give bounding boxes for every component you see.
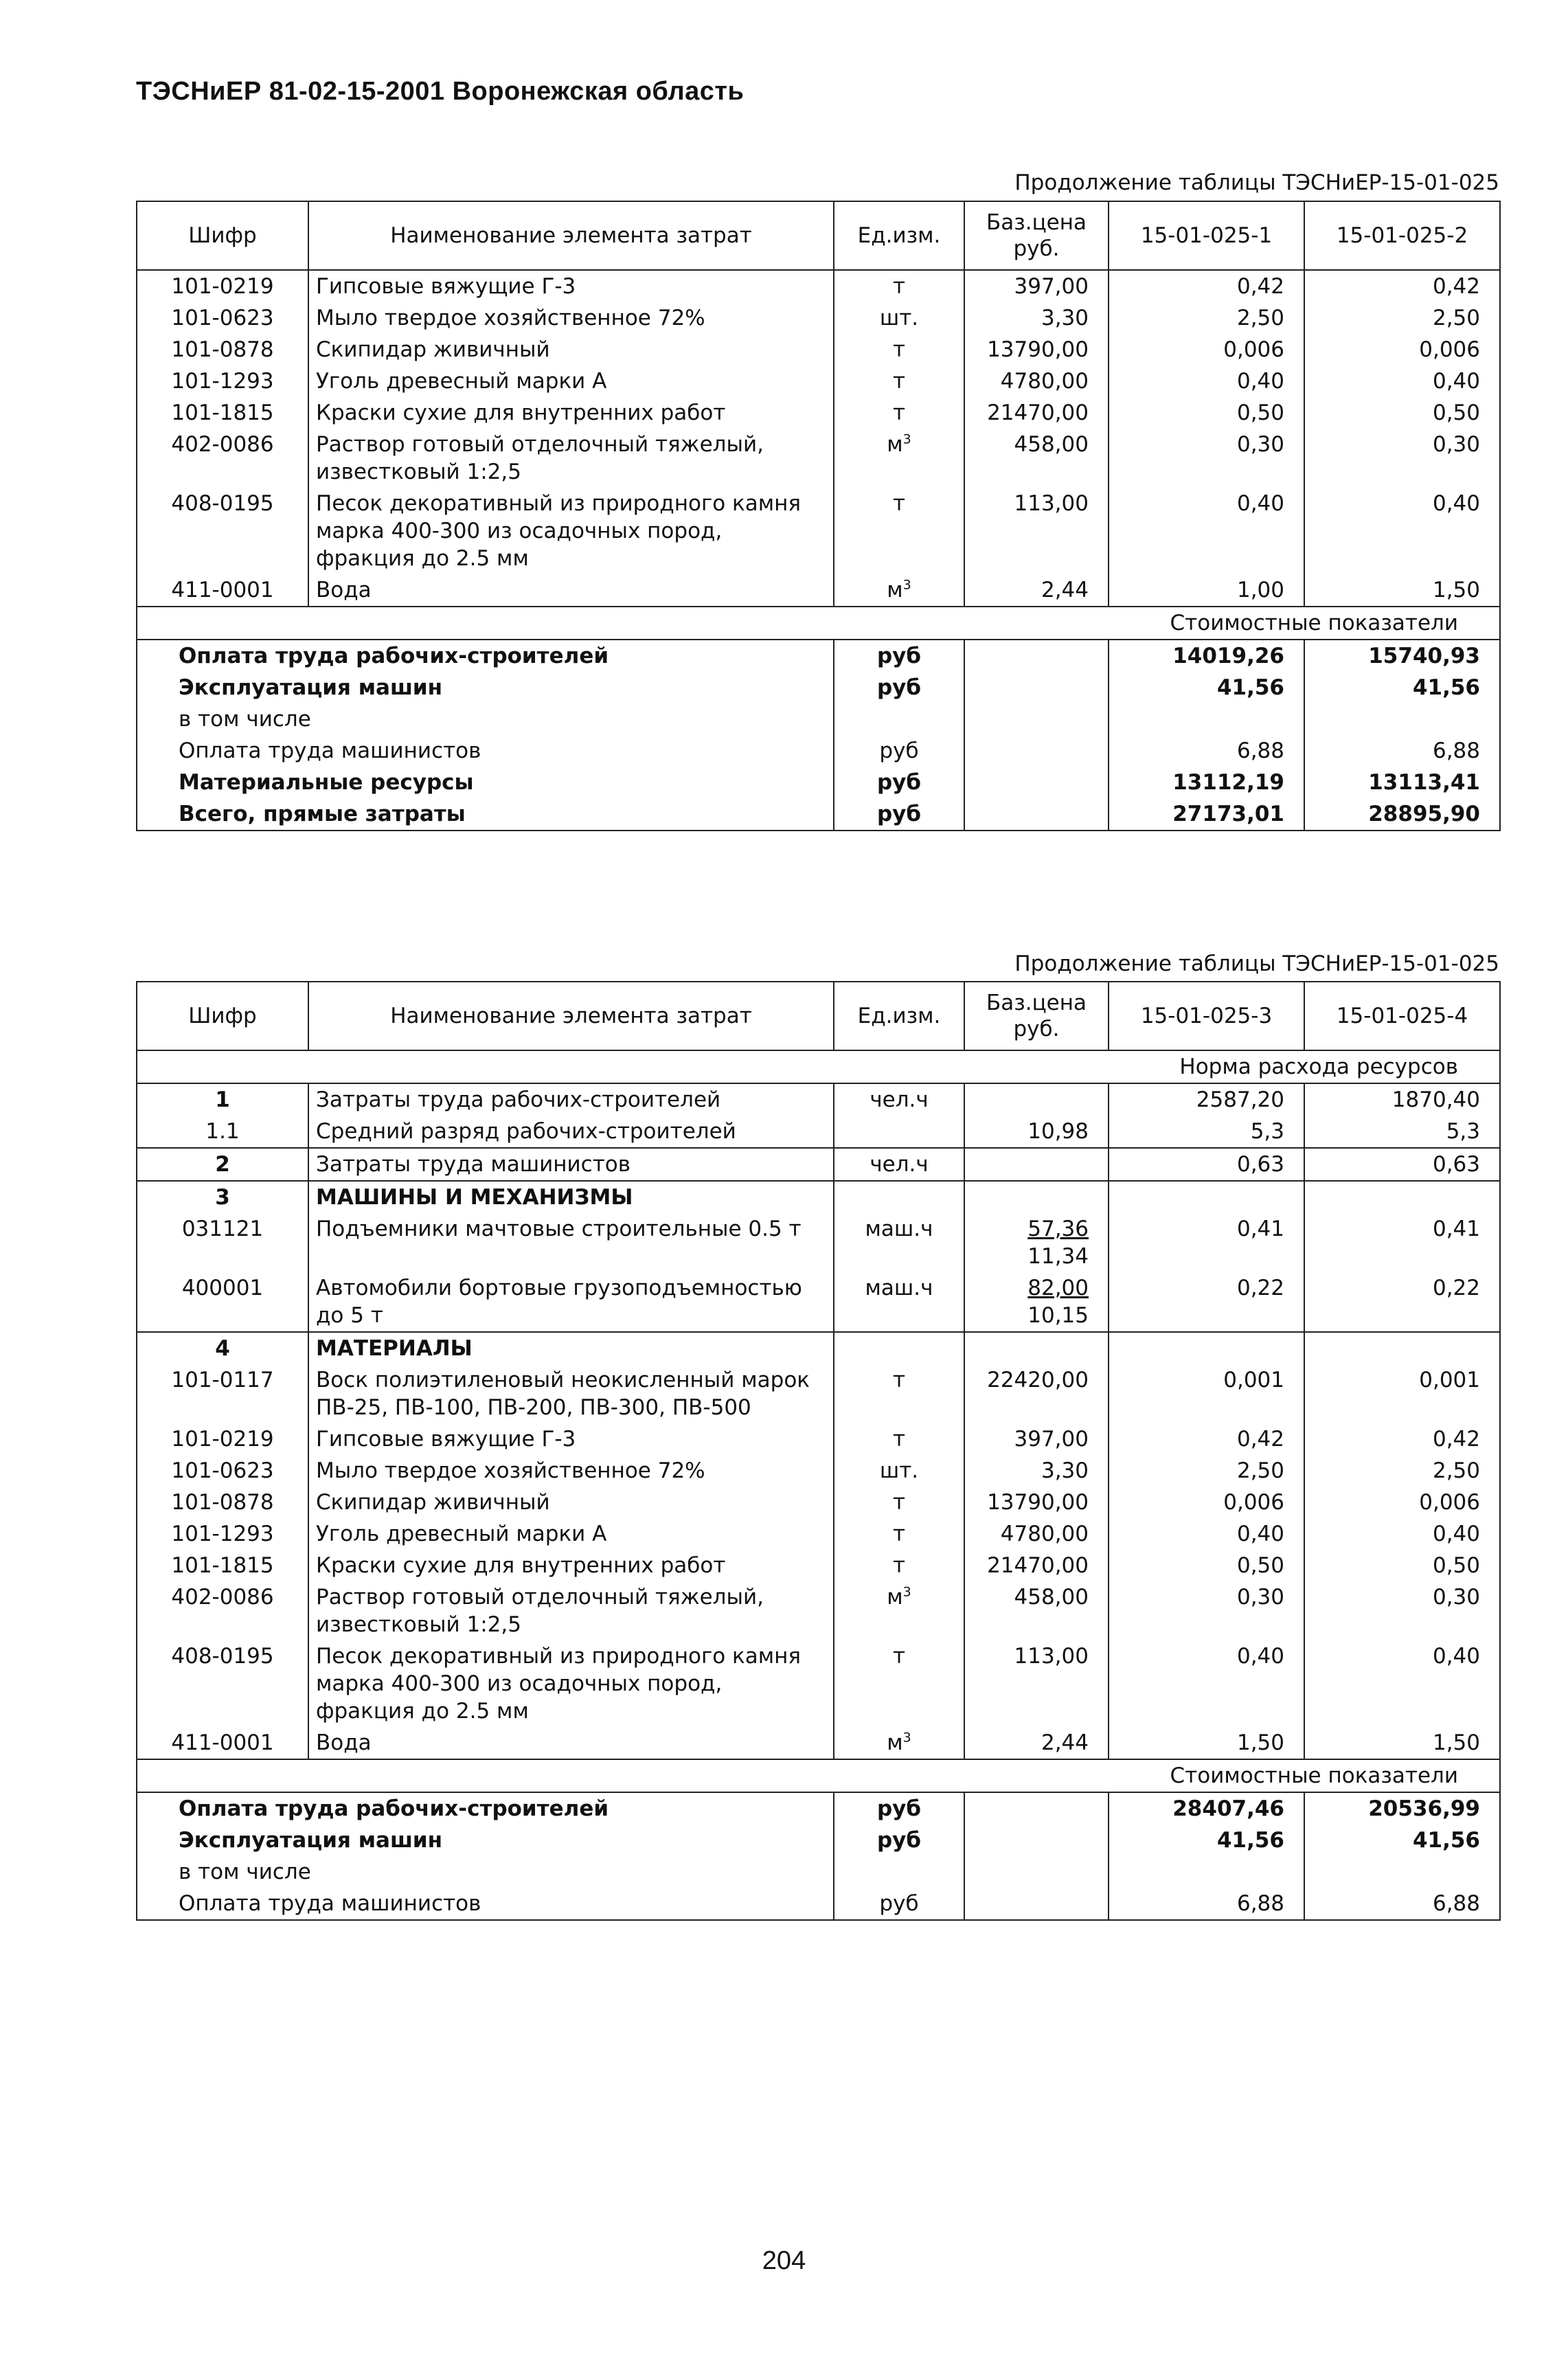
row-price: 113,00 xyxy=(964,488,1109,574)
row-code: 402-0086 xyxy=(137,429,308,488)
row-value-a: 0,50 xyxy=(1109,1550,1304,1581)
row-value-a: 5,3 xyxy=(1109,1116,1304,1148)
row-unit: маш.ч xyxy=(834,1272,964,1332)
unit-superscript: 3 xyxy=(902,577,911,593)
row-price: 458,00 xyxy=(964,429,1109,488)
row-value-a: 0,006 xyxy=(1109,334,1304,365)
table-row xyxy=(137,1364,1500,1423)
col-header-name: Наименование элемента затрат xyxy=(308,201,834,270)
row-value-b: 1,50 xyxy=(1304,1727,1500,1759)
row-value-a xyxy=(1109,1181,1304,1213)
document-title: ТЭСНиЕР 81-02-15-2001 Воронежская область xyxy=(136,77,745,106)
row-value-b: 0,63 xyxy=(1304,1148,1500,1181)
row-value-b: 2,50 xyxy=(1304,302,1500,334)
table2-body xyxy=(137,1050,1500,1920)
table-row xyxy=(137,574,1500,607)
row-value-a: 0,006 xyxy=(1109,1487,1304,1518)
row-name: Уголь древесный марки А xyxy=(308,1518,834,1550)
row-value-a: 0,40 xyxy=(1109,365,1304,397)
cost-row xyxy=(137,1856,1500,1888)
cost-row xyxy=(137,1792,1500,1825)
cost-label: Оплата труда рабочих-строителей xyxy=(137,1792,834,1825)
row-value-a: 0,30 xyxy=(1109,1581,1304,1640)
table-row xyxy=(137,1213,1500,1272)
row-code: 1 xyxy=(137,1083,308,1116)
table-row xyxy=(137,1518,1500,1550)
price-primary: 82,00 xyxy=(1027,1276,1089,1300)
resource-table-1 xyxy=(136,201,1501,831)
cost-value-b: 41,56 xyxy=(1304,672,1500,703)
col-header-code: Шифр xyxy=(137,201,308,270)
row-unit: чел.ч xyxy=(834,1083,964,1116)
row-value-b: 0,41 xyxy=(1304,1213,1500,1272)
cost-price-empty xyxy=(964,735,1109,767)
row-code: 2 xyxy=(137,1148,308,1181)
row-name: Гипсовые вяжущие Г-3 xyxy=(308,1423,834,1455)
row-name: Краски сухие для внутренних работ xyxy=(308,397,834,429)
row-name: Автомобили бортовые грузоподъемностью до 5 т xyxy=(308,1272,834,1332)
row-value-b: 1,50 xyxy=(1304,574,1500,607)
row-name: Песок декоративный из природного камня марка 400-300 из осадочных пород, фракция до 2.5 мм xyxy=(308,1640,834,1727)
col-header-b: 15-01-025-4 xyxy=(1304,982,1500,1050)
cost-value-a: 41,56 xyxy=(1109,1825,1304,1856)
cost-value-b: 41,56 xyxy=(1304,1825,1500,1856)
row-code: 101-0623 xyxy=(137,1455,308,1487)
cost-price-empty xyxy=(964,640,1109,672)
price-secondary: 11,34 xyxy=(1027,1244,1089,1269)
cost-unit: руб xyxy=(834,1792,964,1825)
unit-text: м xyxy=(887,578,903,602)
row-price xyxy=(964,1083,1109,1116)
row-value-b: 0,40 xyxy=(1304,1518,1500,1550)
row-value-a: 0,30 xyxy=(1109,429,1304,488)
row-code: 411-0001 xyxy=(137,574,308,607)
section-label: Стоимостные показатели xyxy=(137,1759,1500,1792)
table-header-row xyxy=(137,201,1500,270)
row-value-a: 0,001 xyxy=(1109,1364,1304,1423)
row-value-a: 1,50 xyxy=(1109,1727,1304,1759)
table1-caption: Продолжение таблицы ТЭСНиЕР-15-01-025 xyxy=(1014,170,1499,195)
row-value-a: 2587,20 xyxy=(1109,1083,1304,1116)
row-value-b: 0,40 xyxy=(1304,1640,1500,1727)
row-name: Гипсовые вяжущие Г-3 xyxy=(308,270,834,302)
cost-unit: руб xyxy=(834,672,964,703)
row-unit: т xyxy=(834,1518,964,1550)
row-price xyxy=(964,1332,1109,1364)
row-value-b: 0,001 xyxy=(1304,1364,1500,1423)
row-value-b: 0,30 xyxy=(1304,429,1500,488)
col-header-unit: Ед.изм. xyxy=(834,201,964,270)
price-secondary: 10,15 xyxy=(1027,1303,1089,1328)
row-code: 101-0219 xyxy=(137,270,308,302)
row-code: 4 xyxy=(137,1332,308,1364)
row-price xyxy=(964,1213,1109,1272)
row-value-b: 0,50 xyxy=(1304,397,1500,429)
cost-value-a: 27173,01 xyxy=(1109,798,1304,831)
row-name: Раствор готовый отделочный тяжелый, известковый 1:2,5 xyxy=(308,1581,834,1640)
row-name: МАШИНЫ И МЕХАНИЗМЫ xyxy=(308,1181,834,1213)
cost-label: в том числе xyxy=(137,703,834,735)
row-unit xyxy=(834,429,964,488)
row-unit: т xyxy=(834,1640,964,1727)
row-name: Средний разряд рабочих-строителей xyxy=(308,1116,834,1148)
row-price: 4780,00 xyxy=(964,1518,1109,1550)
row-unit: чел.ч xyxy=(834,1148,964,1181)
unit-text: м xyxy=(887,432,903,457)
table-row xyxy=(137,1727,1500,1759)
row-unit: т xyxy=(834,1487,964,1518)
table-row xyxy=(137,1116,1500,1148)
cost-price-empty xyxy=(964,1888,1109,1920)
cost-value-a: 6,88 xyxy=(1109,1888,1304,1920)
row-unit: т xyxy=(834,334,964,365)
cost-label: Оплата труда машинистов xyxy=(137,735,834,767)
col-header-b: 15-01-025-2 xyxy=(1304,201,1500,270)
unit-text: м xyxy=(887,1585,903,1610)
cost-value-b: 15740,93 xyxy=(1304,640,1500,672)
row-name: Подъемники мачтовые строительные 0.5 т xyxy=(308,1213,834,1272)
row-code: 101-0117 xyxy=(137,1364,308,1423)
row-name: Воск полиэтиленовый неокисленный марок ПВ-25, ПВ-100, ПВ-200, ПВ-300, ПВ-500 xyxy=(308,1364,834,1423)
table-row xyxy=(137,1181,1500,1213)
row-name: Скипидар живичный xyxy=(308,334,834,365)
table-row xyxy=(137,1640,1500,1727)
row-price: 13790,00 xyxy=(964,334,1109,365)
section-row xyxy=(137,1050,1500,1083)
resource-table-2 xyxy=(136,981,1501,1921)
row-name: Раствор готовый отделочный тяжелый, известковый 1:2,5 xyxy=(308,429,834,488)
unit-superscript: 3 xyxy=(902,1730,911,1746)
row-price xyxy=(964,1181,1109,1213)
row-value-b: 0,50 xyxy=(1304,1550,1500,1581)
row-code: 408-0195 xyxy=(137,1640,308,1727)
cost-label: Эксплуатация машин xyxy=(137,672,834,703)
row-code: 101-1293 xyxy=(137,1518,308,1550)
col-header-price: Баз.цена руб. xyxy=(964,982,1109,1050)
row-unit xyxy=(834,1727,964,1759)
row-value-b: 0,42 xyxy=(1304,270,1500,302)
row-unit: т xyxy=(834,1423,964,1455)
row-value-a: 0,40 xyxy=(1109,1640,1304,1727)
row-value-a: 2,50 xyxy=(1109,302,1304,334)
cost-row xyxy=(137,672,1500,703)
table-row xyxy=(137,365,1500,397)
table-row xyxy=(137,1332,1500,1364)
cost-row xyxy=(137,1888,1500,1920)
row-value-b: 0,42 xyxy=(1304,1423,1500,1455)
row-code: 101-0219 xyxy=(137,1423,308,1455)
row-price: 397,00 xyxy=(964,1423,1109,1455)
row-unit xyxy=(834,1332,964,1364)
row-unit: т xyxy=(834,397,964,429)
row-code: 101-1293 xyxy=(137,365,308,397)
row-code: 031121 xyxy=(137,1213,308,1272)
cost-value-b: 13113,41 xyxy=(1304,767,1500,798)
row-value-a: 0,42 xyxy=(1109,1423,1304,1455)
row-value-b: 2,50 xyxy=(1304,1455,1500,1487)
cost-price-empty xyxy=(964,767,1109,798)
row-value-a: 0,40 xyxy=(1109,488,1304,574)
cost-row xyxy=(137,640,1500,672)
row-value-a: 0,63 xyxy=(1109,1148,1304,1181)
cost-unit: руб xyxy=(834,640,964,672)
row-value-a: 0,22 xyxy=(1109,1272,1304,1332)
row-value-a: 2,50 xyxy=(1109,1455,1304,1487)
row-name: Вода xyxy=(308,1727,834,1759)
row-code: 101-0623 xyxy=(137,302,308,334)
row-code: 101-0878 xyxy=(137,1487,308,1518)
row-price: 13790,00 xyxy=(964,1487,1109,1518)
row-price: 397,00 xyxy=(964,270,1109,302)
row-unit xyxy=(834,1181,964,1213)
row-price: 4780,00 xyxy=(964,365,1109,397)
row-value-b: 0,006 xyxy=(1304,334,1500,365)
row-unit: т xyxy=(834,365,964,397)
row-name: Мыло твердое хозяйственное 72% xyxy=(308,302,834,334)
table-row xyxy=(137,1581,1500,1640)
section-row xyxy=(137,1759,1500,1792)
table-row xyxy=(137,1148,1500,1181)
row-value-b: 0,30 xyxy=(1304,1581,1500,1640)
row-price xyxy=(964,1272,1109,1332)
row-unit: т xyxy=(834,1550,964,1581)
row-name: МАТЕРИАЛЫ xyxy=(308,1332,834,1364)
cost-label: Оплата труда рабочих-строителей xyxy=(137,640,834,672)
row-name: Песок декоративный из природного камня марка 400-300 из осадочных пород, фракция до 2.5 мм xyxy=(308,488,834,574)
cost-label: в том числе xyxy=(137,1856,834,1888)
cost-unit xyxy=(834,1856,964,1888)
table-row xyxy=(137,429,1500,488)
row-unit xyxy=(834,1116,964,1148)
cost-value-b: 6,88 xyxy=(1304,1888,1500,1920)
row-code: 101-1815 xyxy=(137,397,308,429)
row-value-a: 0,41 xyxy=(1109,1213,1304,1272)
cost-unit: руб xyxy=(834,798,964,831)
table-row xyxy=(137,1550,1500,1581)
row-price xyxy=(964,1148,1109,1181)
row-value-b: 5,3 xyxy=(1304,1116,1500,1148)
table-row xyxy=(137,1455,1500,1487)
cost-unit: руб xyxy=(834,767,964,798)
table-row xyxy=(137,1083,1500,1116)
row-unit xyxy=(834,1581,964,1640)
row-price: 22420,00 xyxy=(964,1364,1109,1423)
table-row xyxy=(137,302,1500,334)
cost-unit: руб xyxy=(834,1888,964,1920)
col-header-a: 15-01-025-3 xyxy=(1109,982,1304,1050)
row-unit: маш.ч xyxy=(834,1213,964,1272)
row-name: Вода xyxy=(308,574,834,607)
table2-caption: Продолжение таблицы ТЭСНиЕР-15-01-025 xyxy=(1014,951,1499,976)
table-header-row xyxy=(137,982,1500,1050)
cost-unit: руб xyxy=(834,1825,964,1856)
cost-row xyxy=(137,798,1500,831)
col-header-name: Наименование элемента затрат xyxy=(308,982,834,1050)
cost-price-empty xyxy=(964,798,1109,831)
row-price: 113,00 xyxy=(964,1640,1109,1727)
row-code: 3 xyxy=(137,1181,308,1213)
table-row xyxy=(137,1272,1500,1332)
cost-value-a: 14019,26 xyxy=(1109,640,1304,672)
cost-value-a: 28407,46 xyxy=(1109,1792,1304,1825)
row-name: Затраты труда рабочих-строителей xyxy=(308,1083,834,1116)
row-price: 3,30 xyxy=(964,1455,1109,1487)
cost-label: Всего, прямые затраты xyxy=(137,798,834,831)
cost-price-empty xyxy=(964,1792,1109,1825)
row-value-b: 0,40 xyxy=(1304,365,1500,397)
cost-value-b xyxy=(1304,703,1500,735)
unit-superscript: 3 xyxy=(902,1584,911,1600)
col-header-price: Баз.цена руб. xyxy=(964,201,1109,270)
cost-row xyxy=(137,703,1500,735)
cost-label: Оплата труда машинистов xyxy=(137,1888,834,1920)
row-name: Затраты труда машинистов xyxy=(308,1148,834,1181)
row-unit: т xyxy=(834,270,964,302)
row-price: 10,98 xyxy=(964,1116,1109,1148)
cost-unit: руб xyxy=(834,735,964,767)
row-value-b: 0,006 xyxy=(1304,1487,1500,1518)
cost-value-b: 28895,90 xyxy=(1304,798,1500,831)
row-unit: шт. xyxy=(834,1455,964,1487)
cost-row xyxy=(137,1825,1500,1856)
cost-value-a xyxy=(1109,703,1304,735)
cost-label: Материальные ресурсы xyxy=(137,767,834,798)
row-value-a: 0,50 xyxy=(1109,397,1304,429)
row-unit xyxy=(834,574,964,607)
cost-price-empty xyxy=(964,672,1109,703)
cost-unit xyxy=(834,703,964,735)
cost-value-a xyxy=(1109,1856,1304,1888)
row-price: 3,30 xyxy=(964,302,1109,334)
row-code: 101-0878 xyxy=(137,334,308,365)
cost-row xyxy=(137,735,1500,767)
unit-text: м xyxy=(887,1730,903,1755)
row-code: 411-0001 xyxy=(137,1727,308,1759)
col-header-code: Шифр xyxy=(137,982,308,1050)
table-row xyxy=(137,397,1500,429)
row-name: Мыло твердое хозяйственное 72% xyxy=(308,1455,834,1487)
row-value-b: 1870,40 xyxy=(1304,1083,1500,1116)
row-price: 21470,00 xyxy=(964,397,1109,429)
row-value-a: 1,00 xyxy=(1109,574,1304,607)
row-value-a: 0,42 xyxy=(1109,270,1304,302)
cost-price-empty xyxy=(964,1856,1109,1888)
table-row xyxy=(137,1487,1500,1518)
cost-price-empty xyxy=(964,703,1109,735)
row-code: 1.1 xyxy=(137,1116,308,1148)
row-unit: т xyxy=(834,1364,964,1423)
cost-price-empty xyxy=(964,1825,1109,1856)
row-price: 458,00 xyxy=(964,1581,1109,1640)
row-unit: т xyxy=(834,488,964,574)
row-price: 2,44 xyxy=(964,574,1109,607)
row-value-b xyxy=(1304,1332,1500,1364)
section-row xyxy=(137,607,1500,640)
row-code: 101-1815 xyxy=(137,1550,308,1581)
row-price: 2,44 xyxy=(964,1727,1109,1759)
row-price: 21470,00 xyxy=(964,1550,1109,1581)
col-header-a: 15-01-025-1 xyxy=(1109,201,1304,270)
table-row xyxy=(137,488,1500,574)
row-value-b xyxy=(1304,1181,1500,1213)
table-row xyxy=(137,334,1500,365)
cost-value-b xyxy=(1304,1856,1500,1888)
row-name: Скипидар живичный xyxy=(308,1487,834,1518)
row-value-a: 0,40 xyxy=(1109,1518,1304,1550)
section-label: Стоимостные показатели xyxy=(137,607,1500,640)
unit-superscript: 3 xyxy=(902,431,911,447)
row-value-b: 0,40 xyxy=(1304,488,1500,574)
section-label: Норма расхода ресурсов xyxy=(137,1050,1500,1083)
row-code: 408-0195 xyxy=(137,488,308,574)
row-name: Краски сухие для внутренних работ xyxy=(308,1550,834,1581)
row-code: 402-0086 xyxy=(137,1581,308,1640)
row-name: Уголь древесный марки А xyxy=(308,365,834,397)
table-row xyxy=(137,1423,1500,1455)
row-unit: шт. xyxy=(834,302,964,334)
cost-value-a: 13112,19 xyxy=(1109,767,1304,798)
col-header-unit: Ед.изм. xyxy=(834,982,964,1050)
cost-value-a: 41,56 xyxy=(1109,672,1304,703)
table-row xyxy=(137,270,1500,302)
cost-value-a: 6,88 xyxy=(1109,735,1304,767)
cost-row xyxy=(137,767,1500,798)
cost-value-b: 20536,99 xyxy=(1304,1792,1500,1825)
row-value-a xyxy=(1109,1332,1304,1364)
page-number: 204 xyxy=(762,2246,806,2275)
table1-body xyxy=(137,270,1500,831)
row-code: 400001 xyxy=(137,1272,308,1332)
price-primary: 57,36 xyxy=(1027,1217,1089,1241)
row-value-b: 0,22 xyxy=(1304,1272,1500,1332)
cost-value-b: 6,88 xyxy=(1304,735,1500,767)
cost-label: Эксплуатация машин xyxy=(137,1825,834,1856)
